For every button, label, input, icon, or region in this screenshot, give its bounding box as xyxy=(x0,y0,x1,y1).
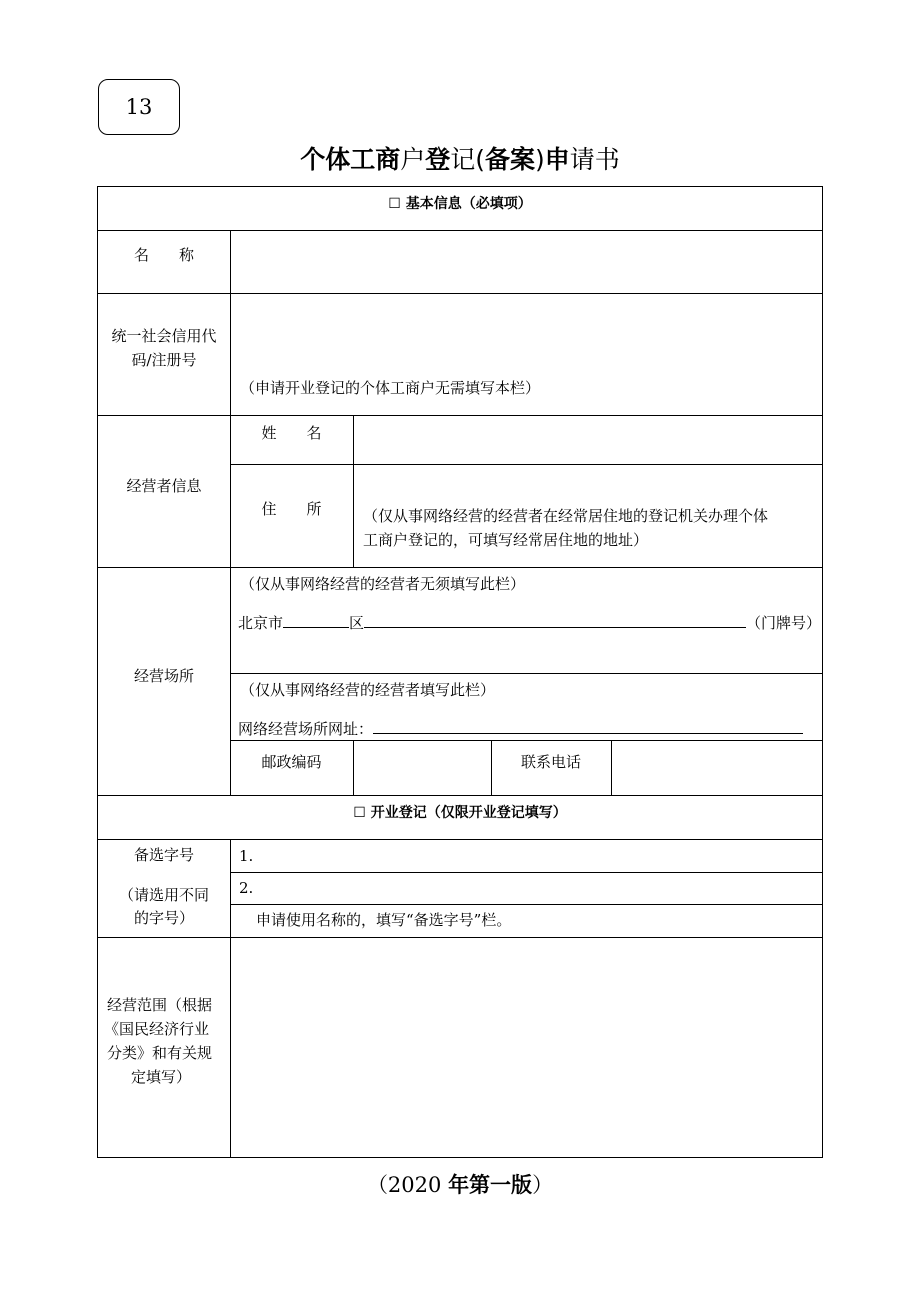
alt-names-note-line1: （请选用不同 xyxy=(118,886,209,904)
title-part-1: 个体工商 xyxy=(300,145,401,174)
online-url-label: 网络经营场所网址： xyxy=(238,720,374,738)
edition-footer xyxy=(0,1169,920,1199)
row-divider xyxy=(98,567,822,568)
online-url-blank[interactable] xyxy=(373,717,803,734)
label-postal-code: 邮政编码 xyxy=(261,753,322,771)
name-field[interactable] xyxy=(231,231,821,293)
alt-name-1[interactable]: 1. xyxy=(239,847,254,865)
row-divider xyxy=(98,839,822,840)
title-part-7: 申 xyxy=(544,145,570,174)
scope-label-line1: 经营范围（根据 xyxy=(107,996,213,1014)
page-number: 13 xyxy=(125,95,153,119)
title-part-2: 户 xyxy=(400,145,426,174)
form-title xyxy=(0,140,920,176)
label-phone: 联系电话 xyxy=(520,753,581,771)
row-divider xyxy=(98,293,822,294)
title-part-6: ) xyxy=(535,145,545,174)
operator-address-note-line2: 工商户登记的，可填写经常居住地的地址） xyxy=(363,531,649,549)
row-divider xyxy=(230,904,822,905)
scope-label-line2: 《国民经济行业 xyxy=(104,1020,210,1038)
alt-names-instruction: 申请使用名称的，填写“备选字号”栏。 xyxy=(256,911,512,929)
business-scope-field[interactable] xyxy=(231,938,821,1156)
operator-name-field[interactable] xyxy=(354,416,821,464)
label-name: 名 称 xyxy=(133,246,194,264)
label-premises: 经营场所 xyxy=(133,667,194,685)
label-operator-info: 经营者信息 xyxy=(126,477,202,495)
phone-field[interactable] xyxy=(612,741,821,795)
premises-doorno-label: （门牌号） xyxy=(746,614,822,632)
alt-name-2[interactable]: 2. xyxy=(239,879,254,897)
scope-label-line4: 定填写） xyxy=(131,1068,192,1086)
scope-label-line3: 分类》和有关规 xyxy=(107,1044,213,1062)
row-divider xyxy=(230,872,822,873)
application-form-table xyxy=(97,186,823,1158)
row-divider xyxy=(230,464,822,465)
title-part-3: 登 xyxy=(425,145,451,174)
section-opening-registration: ☐ 开业登记（仅限开业登记填写） xyxy=(353,805,567,821)
footer-edition: 年第一版 xyxy=(448,1173,533,1197)
footer-close: ） xyxy=(532,1173,554,1197)
row-divider xyxy=(230,673,822,674)
alt-names-note-line2: 的字号） xyxy=(133,909,194,927)
premises-district-label: 区 xyxy=(349,614,365,632)
address-blank[interactable] xyxy=(364,611,746,628)
label-alt-names: 备选字号 xyxy=(133,846,194,864)
page-number-box xyxy=(98,79,180,135)
online-url-line[interactable] xyxy=(238,717,803,741)
label-credit-code-line2: 码/注册号 xyxy=(131,351,197,369)
operator-address-note-line1: （仅从事网络经营的经营者在经常居住地的登记机关办理个体 xyxy=(363,507,769,525)
postal-code-field[interactable] xyxy=(354,741,491,795)
label-operator-name: 姓 名 xyxy=(261,424,322,442)
premises-city-label: 北京市 xyxy=(238,614,284,632)
district-blank[interactable] xyxy=(283,611,349,628)
credit-code-note: （申请开业登记的个体工商户无需填写本栏） xyxy=(240,379,541,397)
footer-open: （2020 xyxy=(366,1173,449,1197)
premises-note-2: （仅从事网络经营的经营者填写此栏） xyxy=(240,681,496,699)
title-part-4: 记( xyxy=(450,145,485,174)
premises-note-1: （仅从事网络经营的经营者无须填写此栏） xyxy=(240,575,526,593)
label-operator-address: 住 所 xyxy=(261,500,322,518)
label-credit-code-line1: 统一社会信用代 xyxy=(111,327,217,345)
title-part-8: 请书 xyxy=(569,145,620,174)
section-basic-info: ☐ 基本信息（必填项） xyxy=(388,196,532,212)
row-divider xyxy=(98,795,822,796)
premises-address-line[interactable] xyxy=(238,611,821,635)
title-part-5: 备案 xyxy=(485,145,536,174)
